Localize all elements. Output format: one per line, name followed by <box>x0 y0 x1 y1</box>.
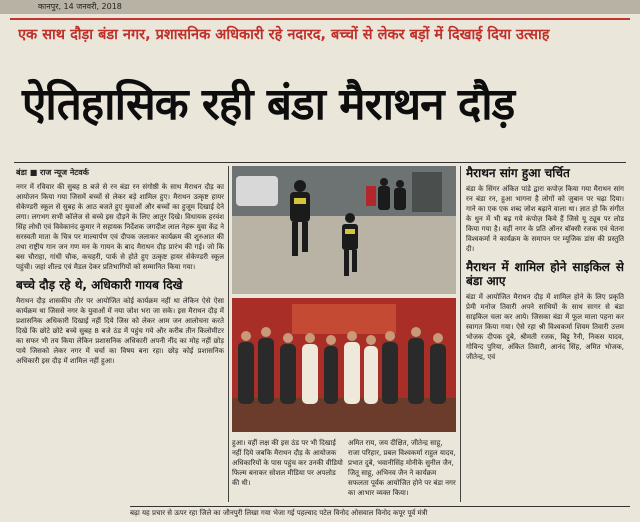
stage-ceremony-photo <box>232 298 456 432</box>
column-divider <box>228 166 229 502</box>
right-subhead-song: मैराथन सांग हुआ चर्चित <box>466 166 570 180</box>
top-rule <box>10 18 630 20</box>
photo-caption: हुआ। वहीं लक्ष की इस ठंड पर भी दिखाई नहीं दिये जबकि मैराथन दौड़ के आयोजक अधिकारियों के पास पहुंच कर उनकी वीडियो फिल्म बनाकर सोशल मीडिया पर अपलोड की थी। <box>232 439 343 487</box>
participants-caption: अमित राय, जय दीक्षित, जीतेन्द्र साहू, राजा परिहार, प्रबल विश्वकर्मा राहुल यादव, प्रभात दुबे, भवानीसिंह मोनीके सुनील जैन, जितू साहू, अभिनव जैन ने कार्यक्रम सफलता पूर्वक आयोजित होने पर बंडा नगर का आभार व्यक्त किया। <box>348 439 456 497</box>
headline-rule <box>14 162 626 163</box>
right-para-2: बंडा में आयोजित मैराथन दौड़ में शामिल होने के लिए प्रकृति प्रेमी मनोज तिवारी अपने साथियों के साथ सागर से बंडा साइकिल चला कर आये। जिसका बंडा में फूल माला पहना कर स्वागत किया गया। ऐसे रहा श्री विश्वकर्मा शिवम तिवारी उत्तम भोजक दीपक दुबे, श्रीमती रजक, बिट्टू रैनी, निकस यादव, गोविन्द पुरिया, अंकित तिवारी, आनंद सिंह, अमित भोजक, जीतेन्द्र, एवं <box>466 293 624 361</box>
left-para-2: मैराथन दौड़ शासकीय तौर पर आयोजित कोई कार्यक्रम नहीं था लेकिन ऐसे ऐसा कार्यक्रम था जिससे नगर के युवाओं में नया जोश भरा जा सके। इस मैराथन दौड़ में प्रशासनिक अधिकारी दिखाई नहीं दिये जिस को लेकर आम जन आलोचना करते दिखे कि छोटे छोटे बच्चे सुबह 8 बजे ठंड में पहुंच गये और करीब तीन किलोमीटर का सफर भी तय किया लेकिन प्रशासनिक अधिकारी अपनी नींद का मोह नहीं छोड़ पाये जिसको लेकर नगर में चर्चा का विषय बना रहा। छोड़ कोई प्रशासनिक अधिकारी इस दौड़ में शामिल नहीं हुआ। <box>16 297 224 365</box>
footer-line: बढ़ा यह प्रचार से ऊपर रहा जिले का जौनपुरी लिखा गया भेजा गई पहल्वाद पटेल विनोद ओसवाल विनोद कपूर पूर्व मंत्री <box>130 506 630 518</box>
left-subhead: बच्चे दौड़ रहे थे, अधिकारी गायब दिखे <box>16 278 183 292</box>
stage-ceremony-illustration <box>232 298 456 432</box>
marathon-runners-illustration <box>232 166 456 294</box>
right-para-1: बंडा के सिंगर अंकित पांडे द्वारा कपोज़ किया गया मैराथन सांग रन बंडा रन, हुआ भागना है लोगों को जुबान पर चढ़ा दिया। गाने का एक एक शब्द जोश बढ़ाने वाला था। ज्ञात हो कि संगीत के धुन में भी बढ़ गये कंपोज़ किये हैं जिसे यू ट्यूब पर लोड किया गया है। वहीं नगर के प्रति ऑनर बॉक्सी रजक एवं चेतना विश्वकर्मा ने कार्यक्रम के समापन पर म्यूजिक डांस की प्रस्तुति दी। <box>466 185 624 253</box>
byline: बंडा ■ राज न्यूज नेटवर्क <box>16 168 89 177</box>
dateline: कानपुर, 14 जनवरी, 2018 <box>38 2 122 11</box>
marathon-runners-photo <box>232 166 456 294</box>
main-headline: ऐतिहासिक रही बंडा मैराथन दौड़ <box>22 79 515 130</box>
right-subhead-cycle: मैराथन में शामिल होने साइकिल से बंडा आए <box>466 260 624 288</box>
kicker-headline: एक साथ दौड़ा बंडा नगर, प्रशासनिक अधिकारी रहे नदारद, बच्चों से लेकर बड़ों में दिखाई दिया उत्साह <box>18 27 550 43</box>
column-divider-right <box>460 166 461 502</box>
right-column <box>466 166 624 502</box>
left-para-1: नगर में रविवार की सुबह 8 बजे से रन बंडा रन संगोष्ठी के साथ मैराथन दौड़ का आयोजन किया गया जिसमें बच्चों से लेकर बड़े शामिल हुए। मैराथन उत्कृष्ट हायर सेकेण्डरी स्कूल से सुबह के आठ बजते हुए युवाओं और बच्चों का हुजूम दिखाई देने लगा। लगभग सभी कॉलेज से बच्चे इस दौड़ने के लिए आतुर दिखे। विधायक हरवंश सिंह लोधी एवं विवेकानंद कुमार ने सहायक निर्देशक जगदीश लाल नेहरू युवा केंद्र ने सरस्वती माता के चित्र पर माल्यार्पण एवं दीपक जलाकर कार्यक्रम की शुरुआत की तथा राष्ट्रीय गान जन गण मन के गायन के बाद मैराथन दौड़ प्रारंभ की गई। जो कि बस चौराहा, गांधी चौक, कचहरी, पार्क से होते हुए उत्कृष्ट हायर सेकेण्डरी स्कूल पहुंची। जहां शील्ड एवं मैडल देकर प्रतिभागियों को सम्मानित किया गया। <box>16 183 224 271</box>
left-column <box>16 168 224 502</box>
